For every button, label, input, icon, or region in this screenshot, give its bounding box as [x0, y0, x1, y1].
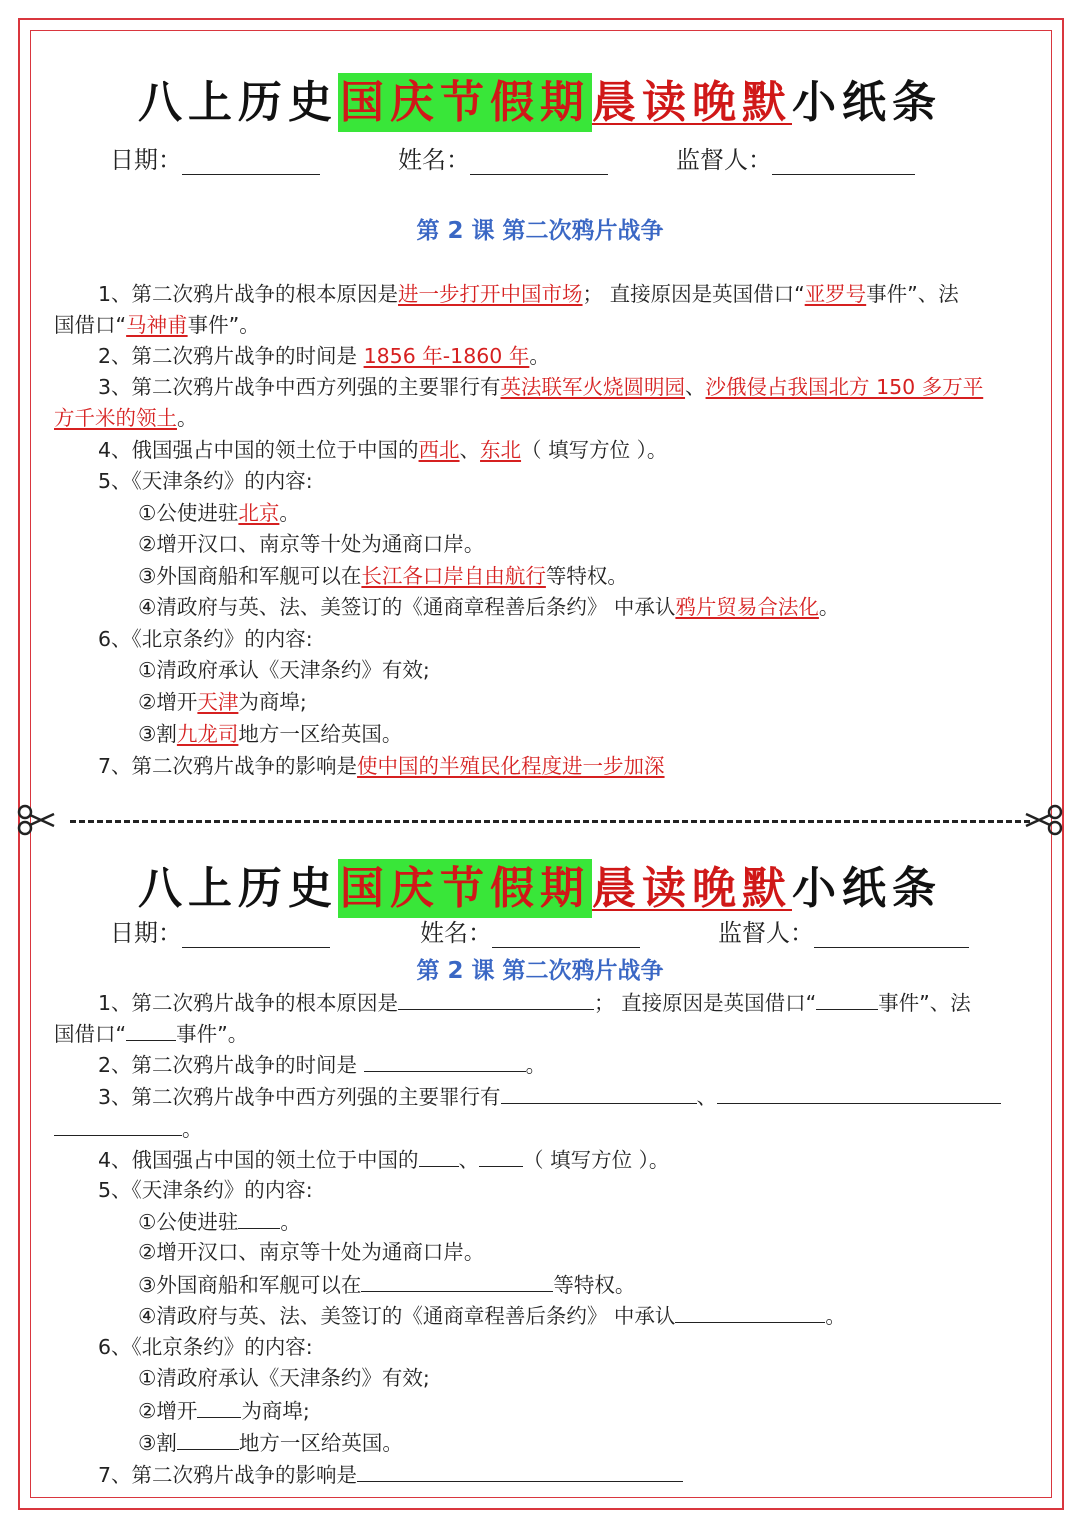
q-text: ④清政府与英、法、美签订的《通商章程善后条约》 中承认 — [138, 595, 676, 619]
question-6-item-1: ①清政府承认《天津条约》有效; — [138, 658, 430, 682]
question-5-item-2: ②增开汉口、南京等十处为通商口岸。 — [138, 532, 485, 556]
q-text: 。 — [525, 1053, 547, 1077]
q-text: 。 — [177, 406, 198, 430]
question-5-item-3 — [138, 1270, 635, 1299]
question-3-cont — [54, 404, 198, 432]
date-field[interactable] — [110, 140, 320, 175]
answer: 九龙司 — [176, 722, 239, 746]
supervisor-blank[interactable] — [814, 922, 969, 948]
q-text: 7、第二次鸦片战争的影响是 — [98, 754, 358, 778]
question-6-item-3 — [138, 720, 402, 748]
date-blank[interactable] — [182, 922, 330, 948]
answer-blank[interactable] — [479, 1145, 523, 1167]
date-label: 日期： — [110, 146, 182, 174]
q-text: ①公使进驻 — [138, 501, 239, 525]
date-label: 日期： — [110, 919, 182, 947]
answer: 长江各口岸自由航行 — [361, 564, 546, 588]
question-5-item-3 — [138, 562, 628, 590]
name-field[interactable] — [398, 140, 608, 175]
answer: 天津 — [197, 690, 239, 714]
q-text: 事件”。 — [176, 1022, 249, 1046]
q-text: 地方一区给英国。 — [238, 1431, 403, 1455]
q-text: 。 — [182, 1117, 203, 1141]
title-part-subject: 八上历史 — [138, 863, 338, 914]
question-1-cont — [54, 1019, 248, 1048]
answer: 进一步打开中国市场 — [398, 282, 583, 306]
title-part-holiday: 国庆节假期 — [338, 73, 592, 132]
q-text: 。 — [529, 344, 550, 368]
q-text: 1、第二次鸦片战争的根本原因是 — [98, 991, 399, 1015]
q-text: 为商埠; — [241, 1399, 310, 1423]
q-text: 2、第二次鸦片战争的时间是 — [98, 344, 364, 368]
answer: 方千米的领土 — [54, 406, 177, 430]
question-5-item-2: ②增开汉口、南京等十处为通商口岸。 — [138, 1240, 485, 1264]
question-3-cont — [54, 1114, 203, 1143]
answer-blank[interactable] — [675, 1301, 825, 1323]
scissors-icon — [16, 800, 56, 847]
question-5-item-1 — [138, 1207, 301, 1236]
q-text: 事件”、法 — [878, 991, 971, 1015]
supervisor-label: 监督人： — [718, 919, 814, 947]
q-text: 7、第二次鸦片战争的影响是 — [98, 1463, 358, 1487]
q-text: ③外国商船和军舰可以在 — [138, 564, 362, 588]
question-6-item-2 — [138, 688, 307, 716]
answer: 北京 — [238, 501, 280, 525]
question-5: 5、《天津条约》的内容: — [98, 469, 313, 493]
answer-blank[interactable] — [238, 1207, 280, 1229]
question-6: 6、《北京条约》的内容: — [98, 1335, 313, 1359]
title-part-note: 小纸条 — [792, 863, 942, 914]
answer-blank[interactable] — [177, 1428, 239, 1450]
q-text: 、 — [458, 1148, 480, 1172]
q-text: ③割 — [138, 1431, 177, 1455]
question-1 — [98, 280, 959, 308]
cut-line — [70, 820, 1030, 823]
q-text: 地方一区给英国。 — [238, 722, 403, 746]
q-text: 3、第二次鸦片战争中西方列强的主要罪行有 — [98, 1085, 501, 1109]
q-text: 、 — [685, 375, 706, 399]
question-3 — [98, 1082, 1001, 1111]
meta-row — [0, 140, 1080, 180]
q-text: 。 — [280, 1210, 301, 1234]
q-text: ③外国商船和军舰可以在 — [138, 1273, 362, 1297]
question-3 — [98, 373, 983, 401]
q-text: ②增开 — [138, 1399, 198, 1423]
q-text: 4、俄国强占中国的领土位于中国的 — [98, 1148, 419, 1172]
question-6-item-2 — [138, 1396, 310, 1425]
name-label: 姓名： — [398, 146, 470, 174]
question-5: 5、《天津条约》的内容: — [98, 1178, 313, 1202]
title-part-reading: 晨读晚默 — [592, 77, 792, 128]
answer: 沙俄侵占我国北方 150 多万平 — [705, 375, 984, 399]
lesson-heading: 第 2 课 第二次鸦片战争 — [416, 218, 664, 244]
answer-blank[interactable] — [364, 1050, 526, 1072]
q-text: 为商埠; — [238, 690, 307, 714]
q-text: 。 — [279, 501, 300, 525]
name-blank[interactable] — [470, 149, 608, 175]
question-7 — [98, 1460, 683, 1489]
q-text: 、 — [459, 438, 481, 462]
page-title — [0, 852, 1080, 916]
answer-blank[interactable] — [717, 1082, 1001, 1104]
question-6-item-1: ①清政府承认《天津条约》有效; — [138, 1366, 430, 1390]
date-blank[interactable] — [182, 149, 320, 175]
q-text: ； 直接原因是英国借口“ — [594, 991, 817, 1015]
answer-blank[interactable] — [197, 1396, 241, 1418]
question-4 — [98, 436, 667, 464]
question-7 — [98, 752, 665, 780]
date-field[interactable] — [110, 913, 330, 948]
answer: 1856 年-1860 年 — [363, 344, 530, 368]
q-text: 、 — [696, 1085, 718, 1109]
supervisor-label: 监督人： — [676, 146, 772, 174]
question-4 — [98, 1145, 669, 1174]
q-text: 国借口“ — [54, 313, 127, 337]
question-1-cont — [54, 311, 260, 339]
question-1 — [98, 988, 971, 1017]
title-part-subject: 八上历史 — [138, 77, 338, 128]
title-part-note: 小纸条 — [792, 77, 942, 128]
meta-row — [0, 913, 1080, 953]
answer: 鸦片贸易合法化 — [675, 595, 819, 619]
q-text: ②增开 — [138, 690, 198, 714]
answer: 使中国的半殖民化程度进一步加深 — [357, 754, 665, 778]
question-5-item-4 — [138, 593, 839, 621]
q-text: ； 直接原因是英国借口“ — [582, 282, 805, 306]
answer-blank[interactable] — [54, 1114, 182, 1136]
q-text: 等特权。 — [545, 564, 628, 588]
supervisor-blank[interactable] — [772, 149, 915, 175]
q-text: 4、俄国强占中国的领土位于中国的 — [98, 438, 419, 462]
q-text: ①公使进驻 — [138, 1210, 239, 1234]
answer: 东北 — [480, 438, 522, 462]
answer-blank[interactable] — [398, 988, 594, 1010]
q-text: 等特权。 — [553, 1273, 636, 1297]
question-6-item-3 — [138, 1428, 403, 1457]
question-2 — [98, 342, 550, 370]
answer-blank[interactable] — [357, 1460, 683, 1482]
answer-blank[interactable] — [361, 1270, 553, 1292]
q-text: （ 填写方位 ）。 — [523, 1148, 670, 1172]
answer-blank[interactable] — [501, 1082, 697, 1104]
question-5-item-4 — [138, 1301, 846, 1330]
title-part-holiday: 国庆节假期 — [338, 859, 592, 918]
question-5-item-1 — [138, 499, 300, 527]
page-title — [0, 66, 1080, 130]
question-2 — [98, 1050, 546, 1079]
q-text: 。 — [825, 1304, 846, 1328]
q-text: 1、第二次鸦片战争的根本原因是 — [98, 282, 399, 306]
answer: 马神甫 — [126, 313, 188, 337]
q-text: 。 — [818, 595, 840, 619]
answer-blank[interactable] — [816, 988, 878, 1010]
name-field[interactable] — [420, 913, 640, 948]
q-text: （ 填写方位 ）。 — [521, 438, 668, 462]
lesson-heading: 第 2 课 第二次鸦片战争 — [416, 958, 664, 984]
name-blank[interactable] — [492, 922, 640, 948]
q-text: 2、第二次鸦片战争的时间是 — [98, 1053, 364, 1077]
answer: 亚罗号 — [804, 282, 867, 306]
q-text: 事件”、法 — [866, 282, 959, 306]
scissors-icon — [1024, 800, 1064, 847]
q-text: 事件”。 — [187, 313, 260, 337]
supervisor-field[interactable] — [718, 913, 969, 948]
answer-blank[interactable] — [419, 1145, 459, 1167]
q-text: ④清政府与英、法、美签订的《通商章程善后条约》 中承认 — [138, 1304, 676, 1328]
answer-blank[interactable] — [126, 1019, 176, 1041]
question-6: 6、《北京条约》的内容: — [98, 627, 313, 651]
q-text: 国借口“ — [54, 1022, 127, 1046]
supervisor-field[interactable] — [676, 140, 915, 175]
answer: 西北 — [418, 438, 460, 462]
q-text: 3、第二次鸦片战争中西方列强的主要罪行有 — [98, 375, 501, 399]
title-part-reading: 晨读晚默 — [592, 863, 792, 914]
name-label: 姓名： — [420, 919, 492, 947]
q-text: ③割 — [138, 722, 177, 746]
answer: 英法联军火烧圆明园 — [500, 375, 686, 399]
